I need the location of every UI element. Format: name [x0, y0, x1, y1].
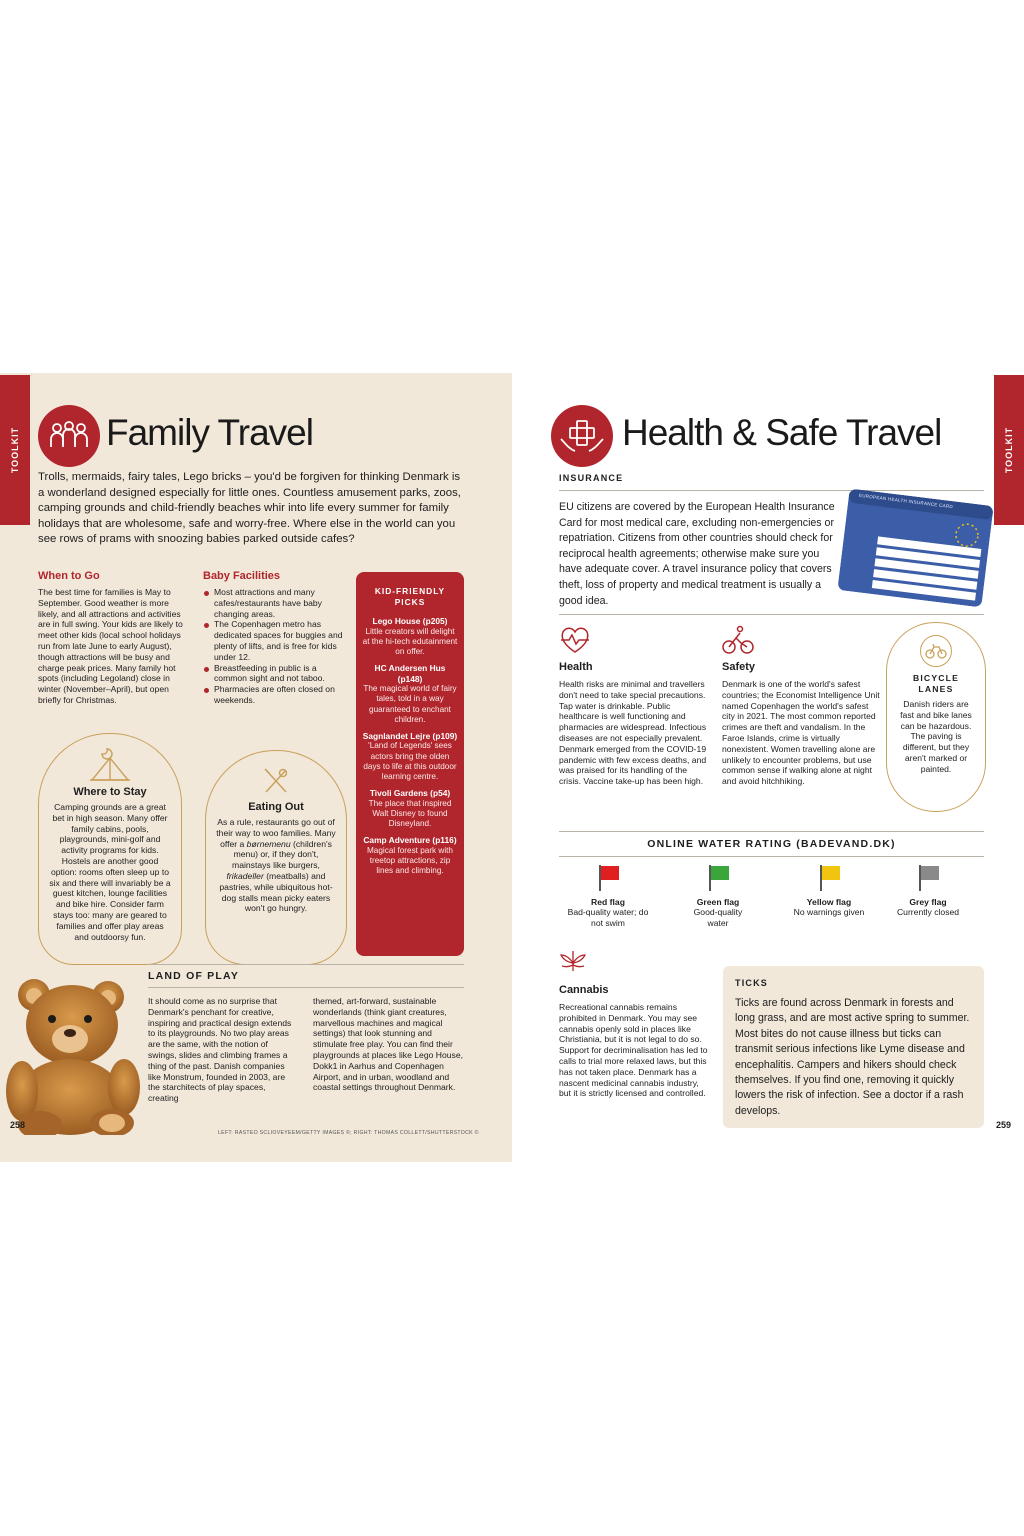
pick-name: Tivoli Gardens (p54) [369, 788, 451, 799]
pick-desc: Magical forest park with treetop attractions, zip lines and climbing. [366, 845, 453, 876]
health-heading: Health [559, 661, 593, 673]
red-flag-icon [593, 862, 623, 892]
land-of-play-heading: LAND OF PLAY [148, 970, 240, 982]
divider [148, 987, 464, 988]
intro-text: Trolls, mermaids, fairy tales, Lego bricks – you'd be forgiven for thinking Denmark is a wonderland designed especially for little ones. Countless amusement parks, zoos, camping grounds and child-friendly beaches whir into life every summer for family holidays that are wholesome, safe and worry-free. Where else in the world can you see rows of prams with snoozing babies parked outside cafes? [38, 471, 461, 546]
heartbeat-icon [559, 625, 591, 655]
flag-green: Green flag Good-quality water [676, 862, 760, 929]
divider [559, 490, 984, 491]
card-label: EUROPEAN HEALTH INSURANCE CARD [858, 492, 954, 510]
where-to-stay-heading: Where to Stay [73, 786, 147, 798]
flag-grey: Grey flag Currently closed [886, 862, 970, 918]
page-number-right: 259 [996, 1120, 1012, 1130]
bicycle-lanes-heading: BICYCLE LANES [912, 673, 960, 694]
teddy-bear-image [0, 975, 150, 1135]
kid-friendly-picks-box [356, 572, 464, 956]
insurance-text: EU citizens are covered by the European Health Insurance Card for most medical care, excluding non-emergencies or repatriation. Citizens from other countries should check for reciprocal health agreements; otherwise make sure you have adequate cover. A travel insurance policy that covers theft, loss of property and medical treatment is usually a good idea. [559, 501, 835, 607]
bicycle-lanes-text: Danish riders are fast and bike lanes can be hazardous. The paving is different, but they aren't marked or painted. [900, 699, 972, 774]
when-to-go-heading: When to Go [38, 570, 100, 582]
photo-credit: LEFT: RASTEO SCLIOVEYEEM/GETTY IMAGES ©; RIGHT: THOMAS COLLETT/SHUTTERSTOCK © [218, 1130, 479, 1136]
list-item: Breastfeeding in public is a common sight and not taboo. [203, 663, 349, 685]
tent-icon [88, 748, 132, 782]
family-icon [38, 405, 100, 467]
page-title-left: Family Travel [106, 412, 313, 453]
pick-desc: 'Land of Legends' sees actors bring the olden days to life at this outdoor learning centre. [363, 741, 457, 782]
ticks-text: Ticks are found across Denmark in forests and long grass, and are most active spring to summer. Most bites do not cause illness but ticks can transmit serious infections like Lyme disease and encephalitis. Campers and hikers should check themselves. If you find one, removing it quickly lowers the risk of infection. See a doctor if a rash develops. [735, 997, 970, 1117]
ticks-panel [723, 966, 984, 1128]
divider [559, 856, 984, 857]
pick-name: Sagnlandet Lejre (p109) [362, 730, 458, 741]
pick-name: HC Andersen Hus (p148) [374, 663, 446, 684]
flag-red: Red flag Bad-quality water; do not swim [566, 862, 650, 929]
ticks-heading: TICKS [735, 978, 768, 988]
page-title-right: Health & Safe Travel [622, 412, 942, 453]
land-of-play-col1: It should come as no surprise that Denmark's penchant for creative, inspiring and practical design extends to its playgrounds. No two play areas are the same, with the notion of swings, slides and climbing frames a thing of the past. Danish companies like Monstrum, founded in 2003, are the starchitects of play spaces, creating [148, 996, 292, 1104]
where-to-stay-panel [38, 733, 182, 965]
land-of-play-col2: themed, art-forward, sustainable wonderlands (think giant creatures, marvellous machines and magical settings) that look stunning and stimulate free play. You can find their playgrounds at places like Lego House, Dokk1 in Aarhus and Copenhagen Airport, and in urban, woodland and coastal settings throughout Denmark. [313, 996, 464, 1093]
pick-desc: Little creators will delight at the hi-tech edutainment on offer. [362, 626, 458, 656]
eating-out-panel [205, 750, 347, 965]
toolkit-tab-left: TOOLKIT [0, 375, 30, 525]
eating-out-heading: Eating Out [248, 801, 304, 813]
cannabis-heading: Cannabis [559, 984, 609, 996]
eating-out-text: As a rule, restaurants go out of their way to woo families. Many offer a børnemenu (children's menu) or, if they don't, mainstays like burgers, frikadeller (meatballs) and pastries, while ubiquitous hot-dog stalls mean picky eaters won't go hungry. [216, 817, 336, 914]
cutlery-icon [261, 765, 291, 795]
health-insurance-card-image [837, 489, 993, 608]
yellow-flag-icon [814, 862, 844, 892]
divider [559, 614, 984, 615]
pick-name: Lego House (p205) [372, 616, 448, 626]
page-number-left: 258 [10, 1120, 26, 1130]
pick-desc: The place that inspired Walt Disney to found Disneyland. [368, 798, 452, 829]
health-hands-icon [551, 405, 613, 467]
insurance-heading: INSURANCE [559, 473, 624, 483]
list-item: Most attractions and many cafes/restaurants have baby changing areas. [203, 587, 349, 619]
grey-flag-icon [913, 862, 943, 892]
cannabis-leaf-icon [559, 947, 587, 975]
water-rating-heading: ONLINE WATER RATING (BADEVAND.DK) [647, 838, 896, 850]
pick-desc: The magical world of fairy tales, told in a way guaranteed to enchant children. [363, 684, 457, 724]
safety-heading: Safety [722, 661, 756, 673]
green-flag-icon [703, 862, 733, 892]
list-item: The Copenhagen metro has dedicated spaces for buggies and plenty of lifts, and is free for kids under 12. [203, 619, 349, 662]
divider [559, 831, 984, 832]
where-to-stay-text: Camping grounds are a great bet in high season. Many offer family cabins, pools, playgrounds, mini-golf and activity programs for kids. Hostels are another good option: rooms often sleep up to six and there will invariably be a guest kitchen, lounge facilities and bike hire. Consider farm stays too: many are geared to families and offer play areas and outdoorsy fun. [49, 802, 171, 942]
flag-yellow: Yellow flag No warnings given [786, 862, 872, 918]
cannabis-text: Recreational cannabis remains prohibited in Denmark. You may see cannabis openly sold in places like Christiania, but it is not legal to do so. Support for decriminalisation has led to calls to trial more relaxed laws, but this has not taken place. Denmark has a nascent medicinal cannabis industry, but it is strictly licensed and controlled. [559, 1002, 708, 1099]
divider [148, 964, 464, 965]
health-text: Health risks are minimal and travellers don't need to take special precautions. Tap water is drinkable. Public healthcare is well functioning and pharmacies are widespread. Infectious diseases are not especially prevalent. Denmark emerged from the COVID-19 pandemic with few excess deaths, and was praised for its handling of the crisis. Vaccine take-up has been high. [559, 679, 707, 787]
safety-text: Denmark is one of the world's safest countries; the Economist Intelligence Unit named Copenhagen the world's safest city in 2021. The most common reported crimes are theft and vandalism. In the Faroe Islands, crime is virtually nonexistent. Women travelling alone are unlikely to encounter problems, but use common sense if walking alone at night and avoid hitchhiking. [722, 679, 880, 787]
kid-friendly-heading: KID-FRIENDLY PICKS [374, 586, 446, 607]
when-to-go-text: The best time for families is May to September. Good weather is more likely, and all attractions and activities are in full swing. Your kids are likely to meet other kids (local school holidays run from late June to early August), though attractions will be busy and charge peak prices. Many family hot spots (including Legoland) close in winter (November–April), but open briefly for Christmas. [38, 587, 183, 705]
toolkit-tab-right: TOOLKIT [994, 375, 1024, 525]
list-item: Pharmacies are often closed on weekends. [203, 684, 349, 706]
cyclist-icon [722, 625, 754, 655]
pick-name: Camp Adventure (p116) [363, 835, 457, 846]
bicycle-lanes-panel [886, 622, 986, 812]
baby-facilities-heading: Baby Facilities [203, 570, 281, 582]
baby-facilities-list [203, 587, 349, 706]
bike-icon [920, 635, 952, 667]
